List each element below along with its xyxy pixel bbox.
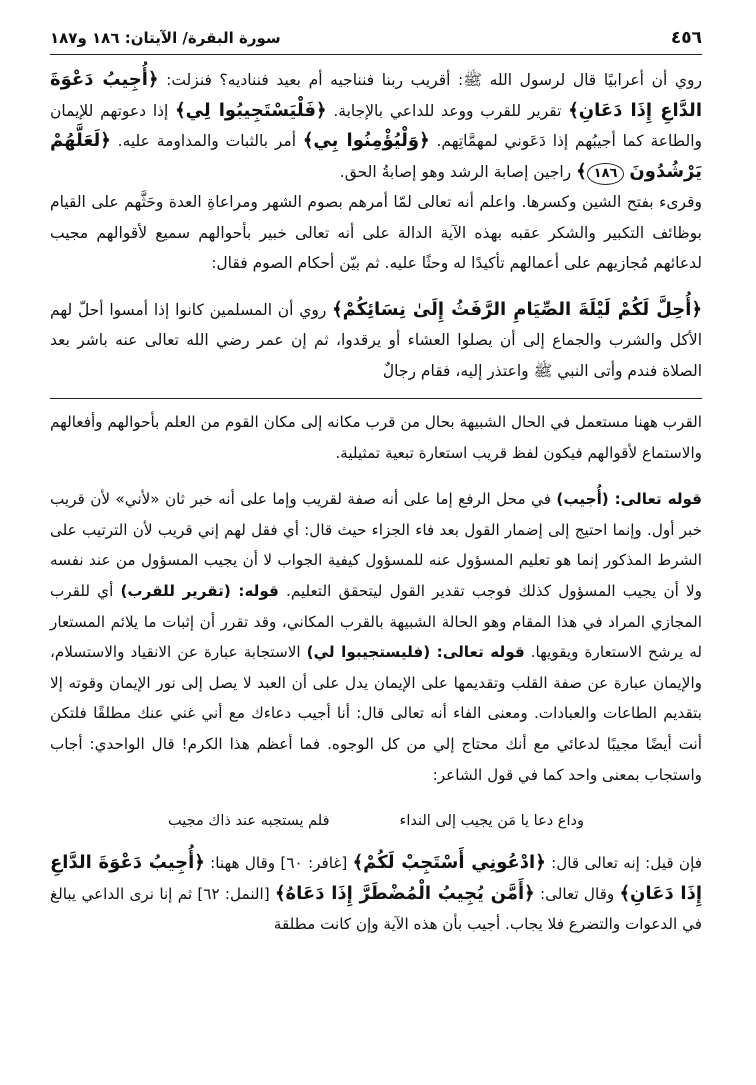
text-span: [النمل: ٦٢] ثم إنا نرى الداعي يبالغ في الدعوات والتضرع فلا يجاب. أجيب بأن هذه الآية وإن كانت مطلقة — [50, 884, 702, 934]
text-span: روي أن أعرابيًا قال لرسول الله ﷺ: أقريب ربنا فنناجيه أم بعيد فنناديه؟ فنزلت: — [158, 71, 702, 89]
text-span: إذا دعوتهم للإيمان والطاعة كما أجيبُهم إذا دَعَوني لمهمَّاتِهم. — [50, 101, 702, 150]
commentary-paragraph-3 — [50, 848, 702, 940]
poetry-verse — [50, 804, 702, 838]
quran-quote: ﴿ادْعُونِي أَسْتَجِبْ لَكُمْ﴾ — [352, 852, 546, 874]
commentary-divider — [50, 398, 702, 399]
lemma-heading: قوله تعالى: (فليستجيبوا لي) — [306, 643, 525, 662]
ayah-number-marker: ١٨٦ — [587, 163, 625, 185]
running-title: سورة البقرة/ الآيتان: ١٨٦ و١٨٧ — [50, 29, 281, 47]
text-span: وقال تعالى: — [534, 884, 620, 903]
quran-quote: ﴿أُحِلَّ لَكُمْ لَيْلَةَ الصِّيَامِ الرَّفَثُ إِلَىٰ نِسَائِكُمْ﴾ — [332, 298, 702, 320]
verse-first-hemistich: وداع دعا يا مَن يجيب إلى النداء — [399, 813, 584, 830]
commentary-paragraph-1: القرب ههنا مستعمل في الحال الشبيهة بحال من قرب مكانه إلى مكان القوم من العلم بأحوالهم وأفعالهم والاستماع لأقوالهم فيكون لفظ قريب استعارة تبعية تمثيلية. — [50, 413, 702, 462]
spacer — [50, 279, 702, 295]
quran-quote: ﴿فَلْيَسْتَجِيبُوا لِي﴾ — [175, 99, 327, 121]
main-paragraph-2: وقرىء بفتح الشين وكسرها. واعلم أنه تعالى لمّا أمرهم بصوم الشهر ومراعاةِ العدة وحَثَّهم على القيام بوظائف التكبير والشكر عقبه بهذه الآية الدالة على أنه تعالى خبير بأحوالهم سميع لأقوالهم مجيب لدعائهم مُجازيهم على أعمالهم تأكيدًا له وحثًا عليه. ثم بيّن أحكام الصوم فقال: — [50, 193, 702, 272]
quran-quote: ﴿وَلْيُؤْمِنُوا بِي﴾ — [302, 130, 430, 151]
book-page — [50, 28, 702, 940]
lemma-heading: قوله: (تقرير للقرب) — [120, 581, 279, 600]
text-span: فإن قيل: إنه تعالى قال: — [545, 854, 702, 873]
quran-quote-end: ﴾ — [576, 160, 587, 182]
quran-quote: ﴿لَعَلَّهُمْ يَرْشُدُونَ — [50, 130, 702, 182]
spacer — [50, 468, 702, 484]
main-paragraph-1 — [50, 65, 702, 187]
main-paragraph-3 — [50, 295, 702, 387]
text-span: [غافر: ٦٠] وقال ههنا: — [204, 854, 353, 873]
page-header — [50, 28, 702, 55]
quran-quote: ﴿أُجِيبُ دَعْوَةَ الدَّاعِ إِذَا دَعَانِ﴾ — [50, 69, 702, 121]
lemma-heading: قوله تعالى: (أُجيب) — [556, 490, 702, 509]
page-number: ٤٥٦ — [670, 28, 702, 48]
text-span: أي للقرب المجازي المراد في هذا المقام وهو الحالة الشبيهة بالقرب المكاني، وقد تقرر أن إثبات ما يلائم المستعار له يرشح الاستعارة ويقويها. — [50, 581, 702, 662]
commentary-paragraph-2 — [50, 484, 702, 790]
text-span: أمر بالثبات والمداومة عليه. — [110, 132, 303, 150]
text-span: تقرير للقرب ووعد للداعي بالإجابة. — [326, 101, 569, 120]
text-span: الاستجابة عبارة عن الانقياد والاستسلام، والإيمان عبارة عن صفة القلب وتقديمها على الإيمان يدل على أن العبد لا يصل إلى نور الإيمان وقوته إلا بتقديم الطاعات والعبادات. ومعنى الفاء أنه تعالى قال: أنا أجيب دعاءك مع أني غني عنك مطلقًا فلتكن أنت أيضًا مجيبًا لدعائي مع أنك محتاج إلي من كل الوجوه. فما أعظم هذا الكرم! قال الواحدي: أجاب واستجاب بمعنى واحد كما في قول الشاعر: — [50, 643, 702, 784]
text-span: راجين إصابة الرشد وهو إصابةُ الحق. — [339, 162, 577, 181]
text-span: روي أن المسلمين كانوا إذا أمسوا أحلّ لهم الأكل والشرب والجماع إلى أن يصلوا العشاء أو يرقدوا، ثم إن عمر رضي الله تعالى عنه باشر بعد الصلاة فندم وأتى النبي ﷺ واعتذر إليه، فقام رجالٌ — [50, 300, 702, 380]
quran-quote: ﴿أُجِيبُ دَعْوَةَ الدَّاعِ إِذَا دَعَانِ﴾ — [50, 852, 703, 904]
main-text — [50, 65, 702, 386]
quran-quote: ﴿أَمَّن يُجِيبُ الْمُضْطَرَّ إِذَا دَعَاهُ﴾ — [275, 882, 535, 904]
verse-second-hemistich: فلم يستجبه عند ذاك مجيب — [168, 813, 330, 830]
commentary-text — [50, 407, 702, 940]
text-span: في محل الرفع إما على أنه صفة لقريب وإما على أنه خبر ثان «لأني» لأن قريب خبر أول. وإنما احتيج إلى إضمار القول بعد فاء الجزاء حيث قال: أي فقل لهم إني قريب لأن الترتيب على الشرط المذكور إنما هو تعليم المسؤول عنه للمسؤول كيفية الجواب لا أن يجيب المسؤول من عند نفسه ولا أن يجيب المسؤول كذلك فوجب تقدير القول ليتحقق التعليم. — [50, 490, 703, 600]
